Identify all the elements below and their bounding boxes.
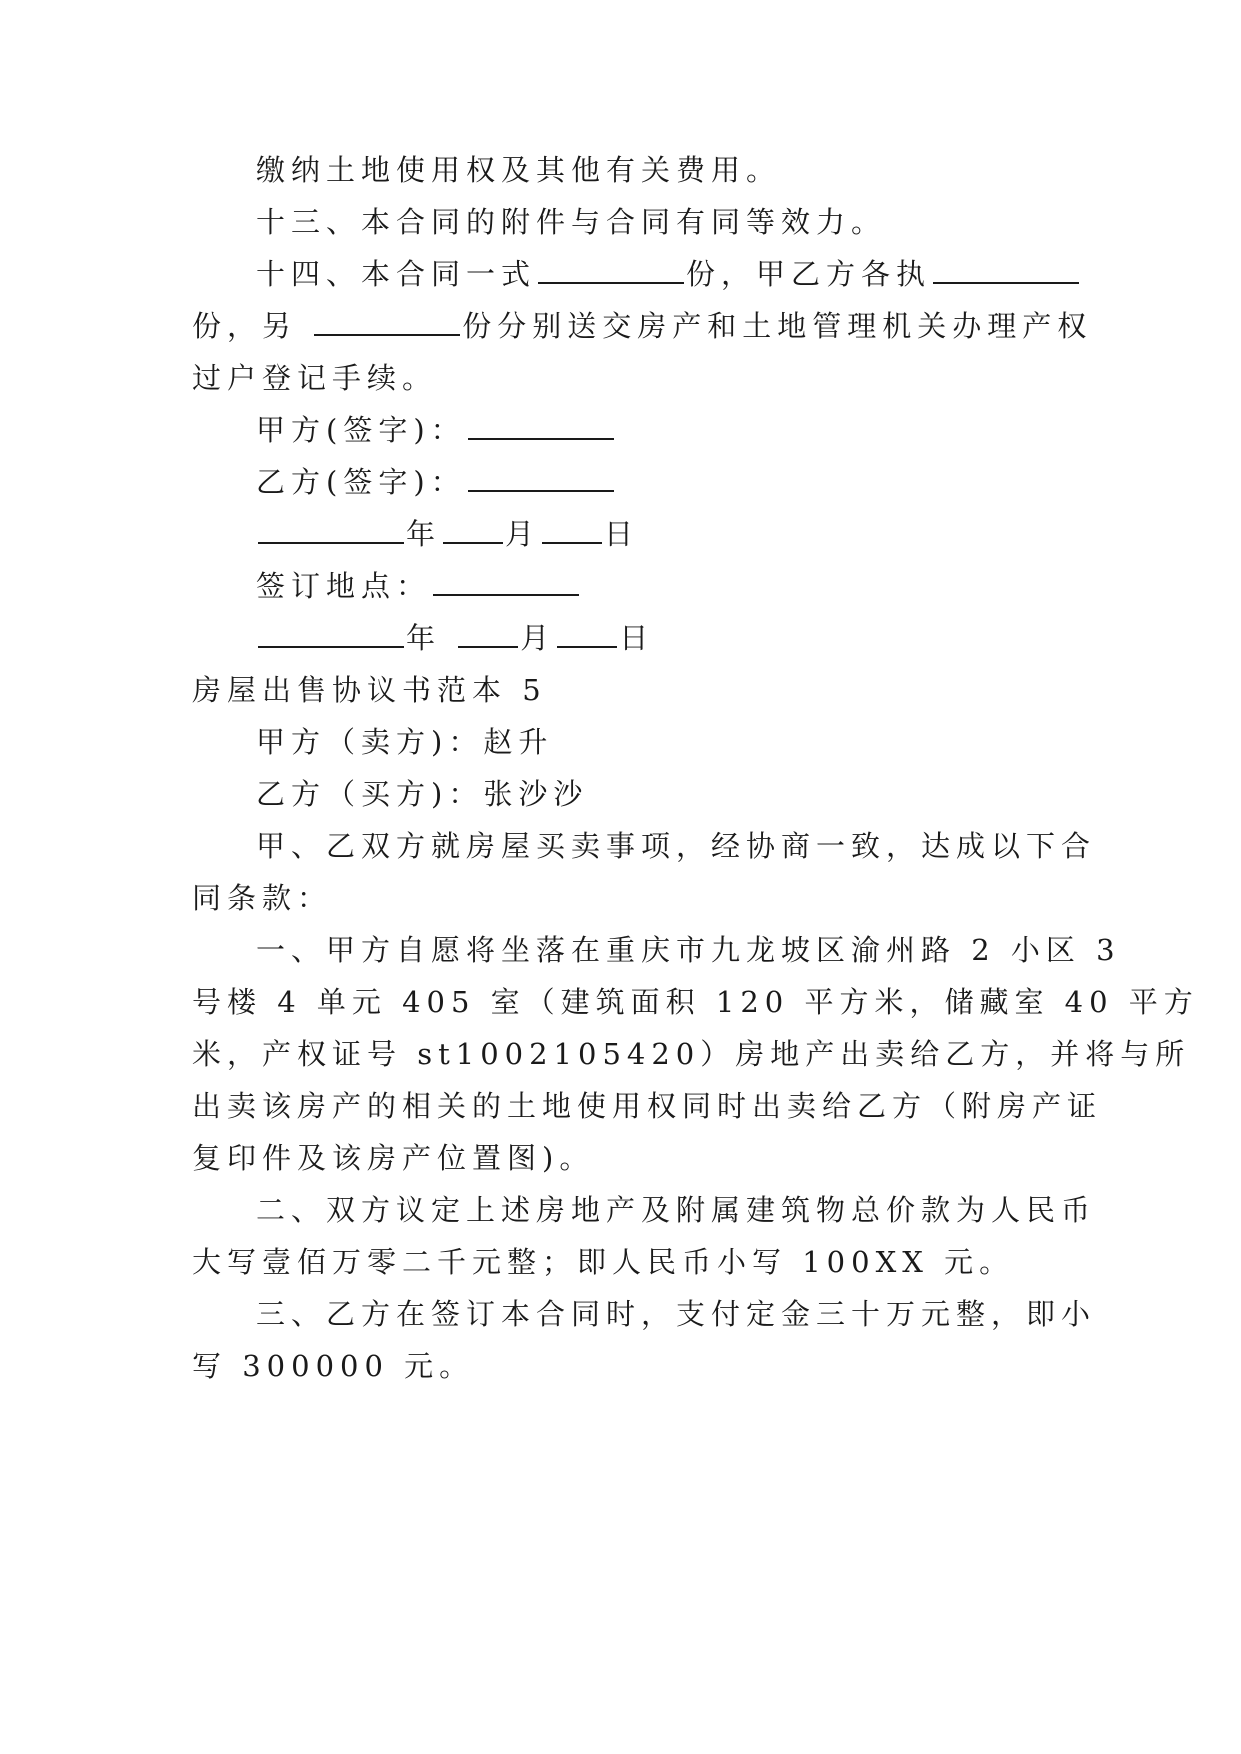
text: 年 xyxy=(406,621,457,655)
text: 同条款： xyxy=(192,881,333,915)
paragraph-line xyxy=(192,1346,1052,1386)
clause-3 xyxy=(256,1294,1116,1334)
text: 份，甲乙方各执 xyxy=(686,257,932,291)
clause-2 xyxy=(256,1190,1116,1230)
label: 签订地点： xyxy=(256,569,432,603)
text: 十四、本合同一式 xyxy=(256,257,537,291)
paragraph-line xyxy=(192,878,1052,918)
paragraph-line xyxy=(192,1034,1191,1074)
text: 十三、本合同的附件与合同有同等效力。 xyxy=(256,205,887,239)
date-line xyxy=(256,618,1116,658)
paragraph-line xyxy=(192,1138,1052,1178)
text: 过户登记手续。 xyxy=(192,361,438,395)
paragraph-line xyxy=(192,1242,1052,1282)
text: 甲方（卖方)：赵升 xyxy=(256,725,554,759)
signing-place xyxy=(256,566,1116,606)
signature-party-b xyxy=(256,462,1116,502)
party-b xyxy=(256,774,1116,814)
paragraph-line xyxy=(192,306,1093,346)
date-line xyxy=(256,514,1116,554)
paragraph-line xyxy=(192,982,1199,1022)
label: 乙方(签字)： xyxy=(256,465,466,499)
text: 二、双方议定上述房地产及附属建筑物总价款为人民币 xyxy=(256,1193,1097,1227)
blank-copies-other xyxy=(314,308,460,336)
blank-day xyxy=(557,620,617,648)
blank-year xyxy=(258,516,404,544)
text: 月 xyxy=(520,621,556,655)
blank-day xyxy=(542,516,602,544)
clause-1 xyxy=(256,930,1121,970)
blank-year xyxy=(258,620,404,648)
text: 乙方（买方)：张沙沙 xyxy=(256,777,589,811)
text: 米，产权证号 st1002105420）房地产出卖给乙方，并将与所 xyxy=(192,1037,1191,1071)
text: 日 xyxy=(604,517,640,551)
text: 甲、乙双方就房屋买卖事项，经协商一致，达成以下合 xyxy=(256,829,1097,863)
text: 份分别送交房产和土地管理机关办理产权 xyxy=(462,309,1093,343)
text: 大写壹佰万零二千元整；即人民币小写 100XX 元。 xyxy=(192,1245,1015,1279)
blank-month xyxy=(443,516,503,544)
text: 出卖该房产的相关的土地使用权同时出卖给乙方（附房产证 xyxy=(192,1089,1103,1123)
text: 日 xyxy=(619,621,655,655)
blank-copies-total xyxy=(538,256,684,284)
section-title xyxy=(192,670,1052,710)
blank-month xyxy=(458,620,518,648)
blank-copies-each xyxy=(933,256,1079,284)
paragraph-line xyxy=(192,1086,1103,1126)
signature-party-a xyxy=(256,410,1116,450)
party-a xyxy=(256,722,1116,762)
blank-signature-a xyxy=(468,412,614,440)
text: 缴纳土地使用权及其他有关费用。 xyxy=(256,153,782,187)
text: 三、乙方在签订本合同时，支付定金三十万元整，即小 xyxy=(256,1297,1097,1331)
text: 份，另 xyxy=(192,309,313,343)
text: 月 xyxy=(505,517,541,551)
blank-signature-b xyxy=(468,464,614,492)
text: 年 xyxy=(406,517,442,551)
paragraph-line xyxy=(256,826,1116,866)
text: 复印件及该房产位置图)。 xyxy=(192,1141,595,1175)
paragraph-line xyxy=(192,358,1052,398)
text: 房屋出售协议书范本 5 xyxy=(192,673,547,707)
clause-14 xyxy=(256,254,1116,294)
text: 号楼 4 单元 405 室（建筑面积 120 平方米，储藏室 40 平方 xyxy=(192,985,1199,1019)
label: 甲方(签字)： xyxy=(256,413,466,447)
text: 写 300000 元。 xyxy=(192,1349,475,1383)
paragraph-line xyxy=(256,150,1116,190)
text: 一、甲方自愿将坐落在重庆市九龙坡区渝州路 2 小区 3 xyxy=(256,933,1121,967)
clause-13 xyxy=(256,202,1116,242)
blank-place xyxy=(433,568,579,596)
